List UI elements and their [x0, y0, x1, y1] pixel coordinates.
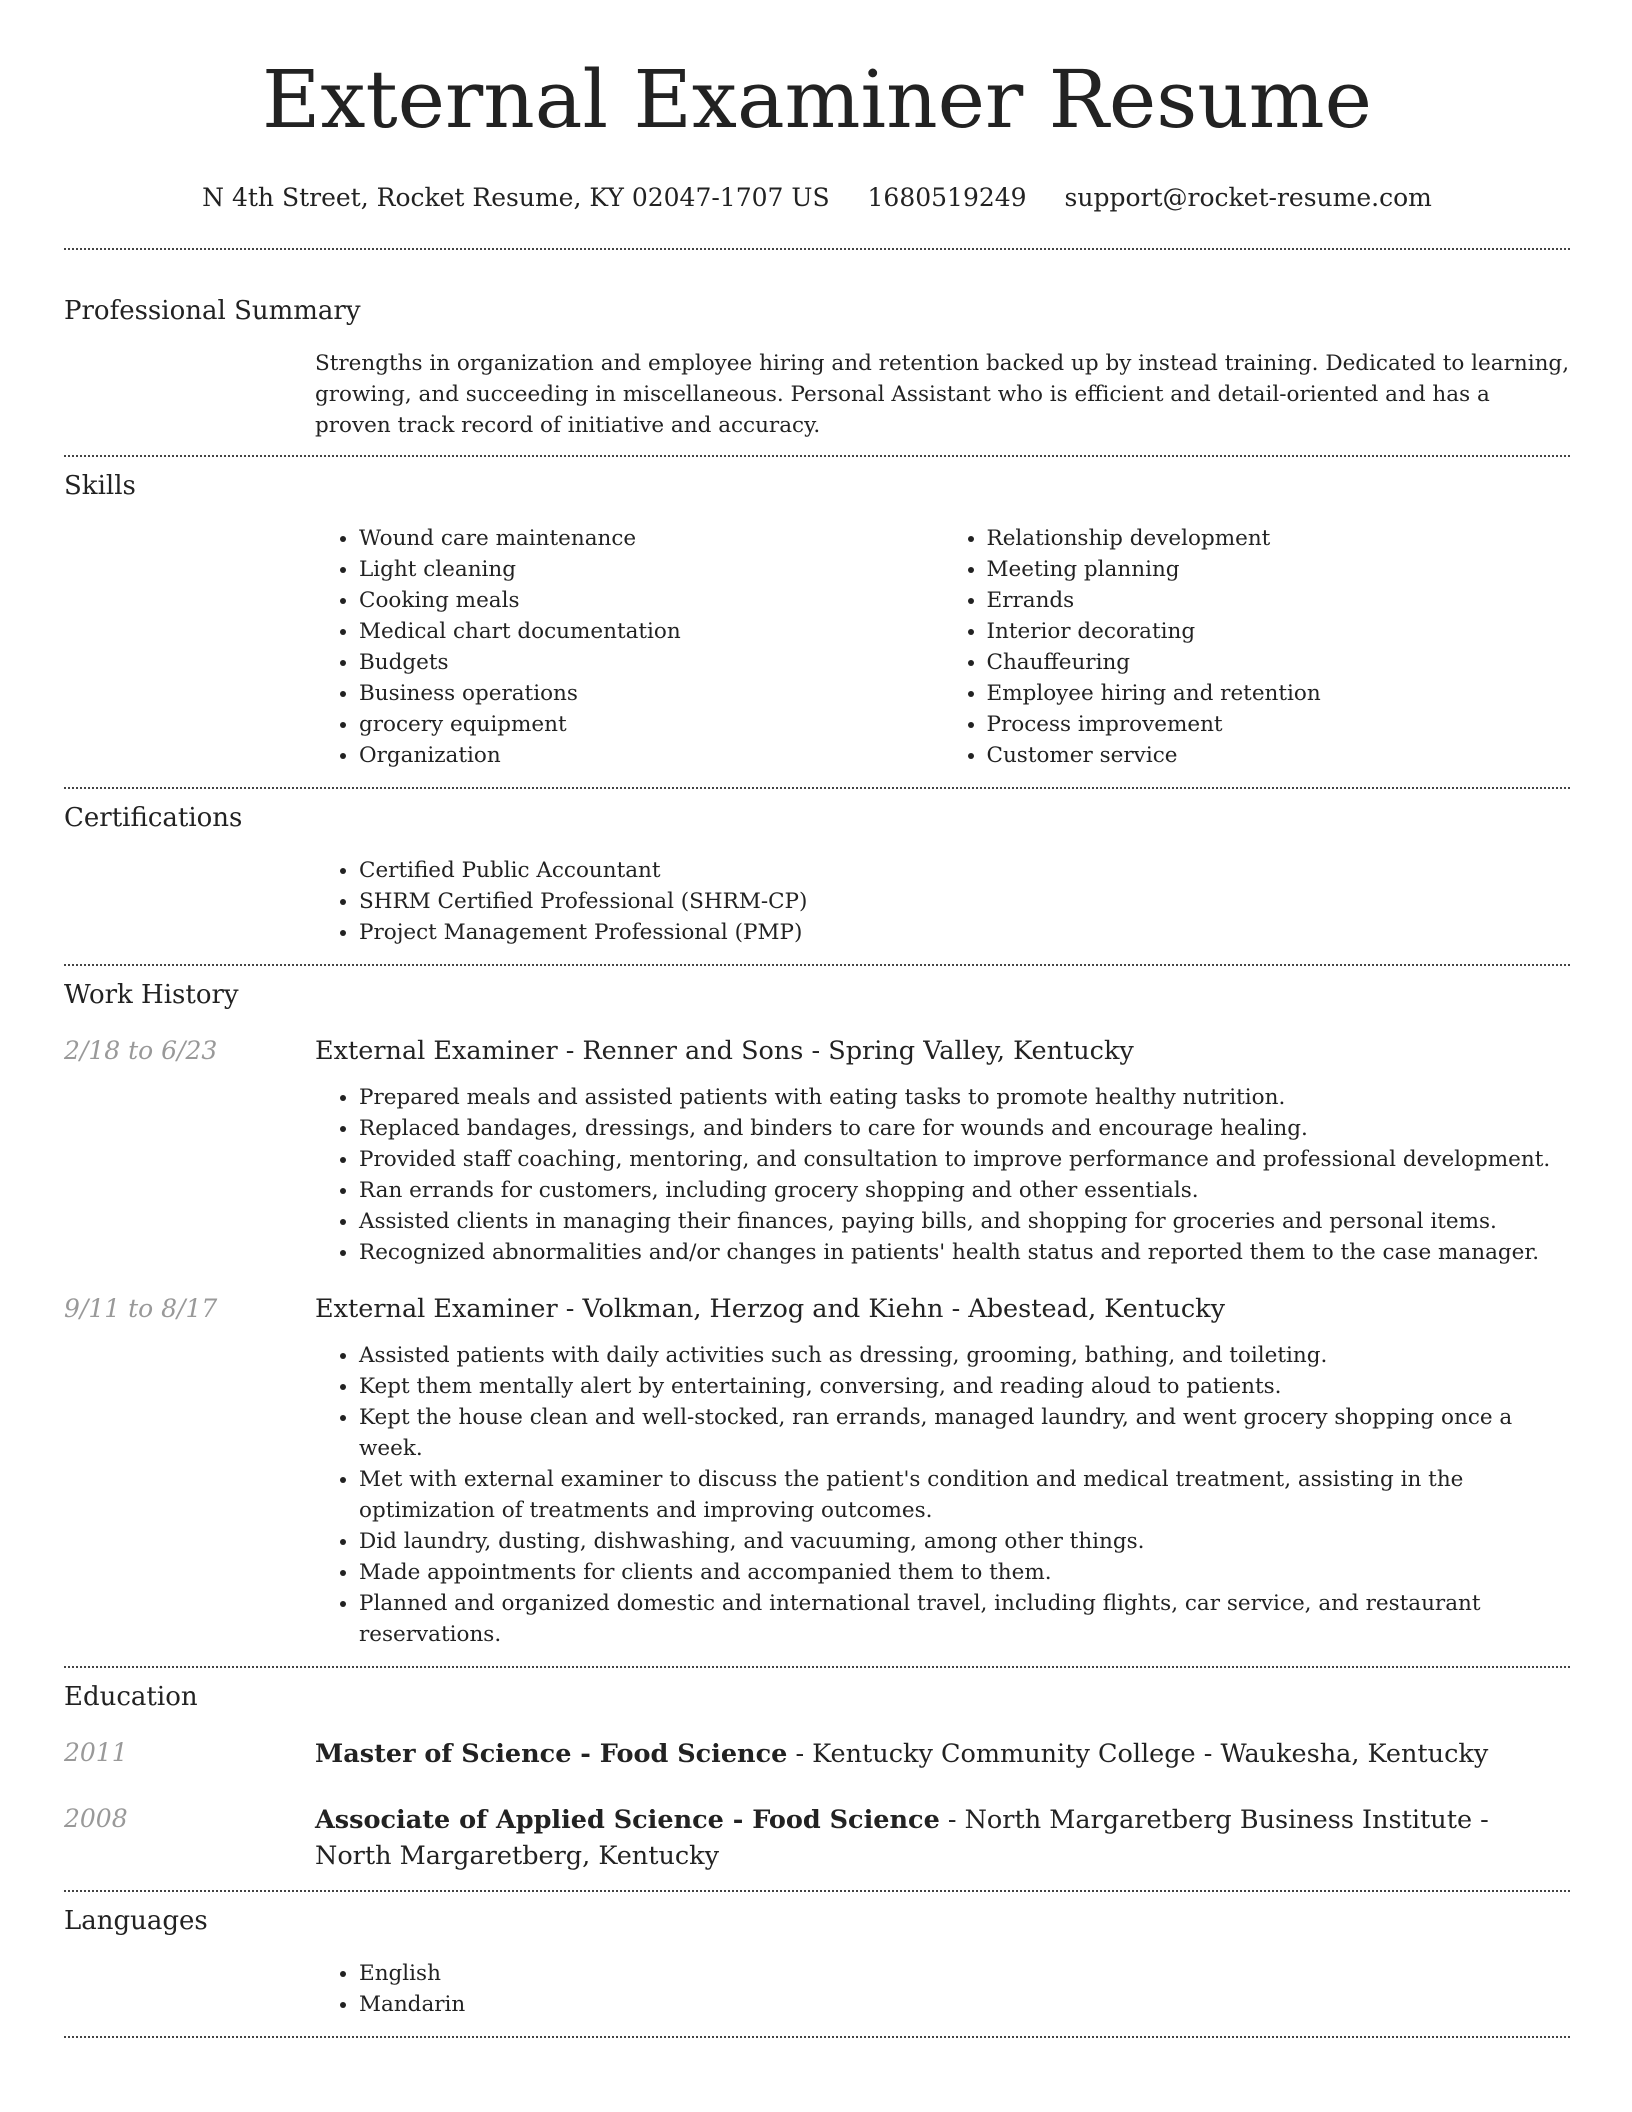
job-entry [64, 1034, 1570, 1268]
contact-phone: 1680519249 [867, 183, 1027, 212]
job-title-line [315, 1292, 1225, 1326]
certification-item: • Certified Public Accountant [359, 855, 1570, 886]
job-entry [64, 1292, 1570, 1650]
divider [64, 964, 1570, 966]
education-heading: Education [64, 1682, 198, 1712]
education-degree: Associate of Applied Science - Food Science [315, 1805, 940, 1835]
divider [64, 2036, 1570, 2038]
divider [64, 787, 1570, 789]
job-bullet: • Kept the house clean and well-stocked, ran errands, managed laundry, and went grocery shopping once a week. [359, 1402, 1579, 1464]
skill-item: • Relationship development [987, 523, 1571, 554]
job-bullet: • Ran errands for customers, including grocery shopping and other essentials. [359, 1175, 1570, 1206]
job-location: Abestead, Kentucky [968, 1294, 1225, 1324]
job-title-line [315, 1034, 1134, 1068]
resume-page [64, 0, 1570, 2038]
job-role: External Examiner [315, 1294, 558, 1324]
education-details: - Kentucky Community College - Waukesha, Kentucky [787, 1739, 1489, 1769]
languages-section [64, 1904, 1570, 2020]
job-role: External Examiner [315, 1036, 558, 1066]
education-details: - North Margaretberg Business Institute - North Margaretberg, Kentucky [315, 1805, 1489, 1871]
job-bullet: • Prepared meals and assisted patients with eating tasks to promote healthy nutrition. [359, 1082, 1570, 1113]
job-dates: 2/18 to 6/23 [64, 1036, 218, 1065]
contact-address: N 4th Street, Rocket Resume, KY 02047-1707 US [202, 183, 830, 212]
divider [64, 248, 1570, 250]
education-title [315, 1736, 1555, 1772]
summary-section [64, 294, 1570, 441]
certifications-list [315, 855, 1570, 948]
education-year: 2011 [64, 1738, 128, 1767]
skill-item: • Medical chart documentation [359, 616, 943, 647]
divider [64, 1890, 1570, 1892]
skill-item: • Light cleaning [359, 554, 943, 585]
job-bullet: • Assisted clients in managing their finances, paying bills, and shopping for groceries and personal items. [359, 1206, 1570, 1237]
certifications-section [64, 801, 1570, 948]
education-year: 2008 [64, 1804, 128, 1833]
summary-text: Strengths in organization and employee hiring and retention backed up by instead training. Dedicated to learning, growing, and succeeding in miscellaneous. Personal Assistant who is efficient and detail-oriented and has a proven track record of initiative and accuracy. [315, 351, 1570, 438]
certification-item: • Project Management Professional (PMP) [359, 917, 1570, 948]
contact-email: support@rocket-resume.com [1064, 183, 1432, 212]
skills-list-left [315, 523, 943, 771]
job-sep: - [557, 1294, 583, 1324]
skills-heading: Skills [64, 471, 136, 501]
skill-item: • Budgets [359, 647, 943, 678]
skill-item: • Chauffeuring [987, 647, 1571, 678]
divider [64, 1666, 1570, 1668]
job-company: Volkman, Herzog and Kiehn [582, 1294, 944, 1324]
skill-item: • Wound care maintenance [359, 523, 943, 554]
job-bullets [315, 1340, 1579, 1650]
job-header [64, 1292, 1570, 1326]
skills-section [64, 469, 1570, 771]
skill-item: • Employee hiring and retention [987, 678, 1571, 709]
job-bullet: • Planned and organized domestic and international travel, including flights, car service, and restaurant reservations. [359, 1588, 1579, 1650]
education-title [315, 1802, 1555, 1874]
certifications-heading: Certifications [64, 803, 243, 833]
job-sep: - [557, 1036, 583, 1066]
job-bullet: • Made appointments for clients and accompanied them to them. [359, 1557, 1579, 1588]
resume-title: External Examiner Resume [261, 53, 1373, 146]
summary-heading: Professional Summary [64, 296, 361, 326]
skill-item: • Cooking meals [359, 585, 943, 616]
languages-list [315, 1958, 1570, 2020]
job-location: Spring Valley, Kentucky [828, 1036, 1134, 1066]
job-bullet: • Recognized abnormalities and/or changes in patients' health status and reported them to the case manager. [359, 1237, 1570, 1268]
work-history-heading: Work History [64, 980, 239, 1010]
job-dates: 9/11 to 8/17 [64, 1294, 218, 1323]
skill-item: • Business operations [359, 678, 943, 709]
job-bullet: • Kept them mentally alert by entertaining, conversing, and reading aloud to patients. [359, 1371, 1579, 1402]
education-degree: Master of Science - Food Science [315, 1739, 788, 1769]
job-bullet: • Assisted patients with daily activities such as dressing, grooming, bathing, and toileting. [359, 1340, 1579, 1371]
language-item: • English [359, 1958, 1570, 1989]
job-sep: - [943, 1294, 969, 1324]
job-bullet: • Did laundry, dusting, dishwashing, and vacuuming, among other things. [359, 1526, 1579, 1557]
skill-item: • Interior decorating [987, 616, 1571, 647]
contact-line [64, 182, 1570, 214]
skill-item: • Customer service [987, 740, 1571, 771]
skill-item: • grocery equipment [359, 709, 943, 740]
divider [64, 455, 1570, 457]
work-history-section [64, 978, 1570, 1650]
education-entry [64, 1736, 1570, 1772]
skill-item: • Process improvement [987, 709, 1571, 740]
skills-list-right [943, 523, 1571, 771]
education-section [64, 1680, 1570, 1874]
languages-heading: Languages [64, 1906, 208, 1936]
job-bullet: • Replaced bandages, dressings, and binders to care for wounds and encourage healing. [359, 1113, 1570, 1144]
skill-item: • Meeting planning [987, 554, 1571, 585]
job-bullets [315, 1082, 1570, 1268]
language-item: • Mandarin [359, 1989, 1570, 2020]
job-bullet: • Met with external examiner to discuss the patient's condition and medical treatment, assisting in the optimization of treatments and improving outcomes. [359, 1464, 1579, 1526]
skill-item: • Organization [359, 740, 943, 771]
certification-item: • SHRM Certified Professional (SHRM-CP) [359, 886, 1570, 917]
skill-item: • Errands [987, 585, 1571, 616]
job-company: Renner and Sons [582, 1036, 804, 1066]
job-header [64, 1034, 1570, 1068]
job-sep: - [803, 1036, 829, 1066]
education-entry [64, 1802, 1570, 1874]
job-bullet: • Provided staff coaching, mentoring, and consultation to improve performance and professional development. [359, 1144, 1570, 1175]
skills-columns [315, 523, 1570, 771]
